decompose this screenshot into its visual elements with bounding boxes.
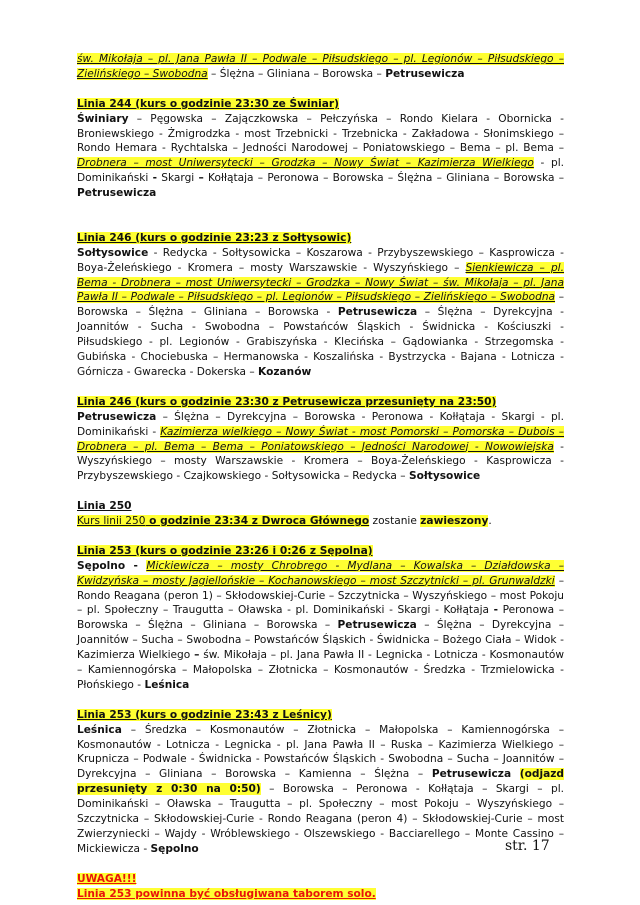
detour-highlight: Sienkiewicza – pl. Bema - Drobnera – most Uniwersytecki – Grodzka – Nowy Świat – św. Mikołaja – pl. Jana Pawła II – Podwale – Piłsudskiego – pl. Legionów – Piłsudskiego – Zielińskiego – Swobodna <box>77 261 564 304</box>
route-paragraph: Sępolno - Mickiewicza – mosty Chrobrego - Mydlana – Kowalska – Działdowska – Kwidzyńska – mosty Jagiellońskie – Kochanowskiego – most Szczytnicki – pl. Grunwaldzki – Rondo Reagana (peron 1) – Skłodowskiej-Curie – Szczytnicka – Wyszyńskiego – most Pokoju – pl. Społeczny – Traugutta – Oławska - pl. Dominikański - Skargi - Kołłątaja - Peronowa – Borowska – Ślężna – Gliniana – Borowska – Petrusewicza – Ślężna – Dyrekcyjna – Joannitów – Sucha – Swobodna – Powstańców Śląskich - Świdnicka – Bożego Ciała – Widok - Kazimierza Wielkiego – św. Mikołaja – pl. Jana Pawła II - Legnicka - Lotnicza - Kosmonautów – Kamiennogórska – Małopolska – Złotnicka – Kosmonautów - Średzka - Trzmielowicka - Płońskiego - Leśnica <box>77 559 565 691</box>
warning-text: Linia 253 powinna być obsługiwana taborem solo. <box>77 887 376 900</box>
time-change-highlight: (odjazd przesunięty z 0:30 na 0:50) <box>77 768 564 796</box>
detour-highlight: Drobnera – most Uniwersytecki – Grodzka – Nowy Świat – Kazimierza Wielkiego <box>77 157 534 170</box>
detour-highlight: Mickiewicza – mosty Chrobrego - Mydlana – Kowalska – Działdowska – Kwidzyńska – mosty Jagiellońskie – Kochanowskiego – most Szczytnicki – pl. Grunwaldzki <box>77 559 564 587</box>
detour-highlight: św. Mikołaja – pl. Jana Pawła II – Podwale – Piłsudskiego – pl. Legionów – Piłsudskiego – Zielińskiego – Swobodna <box>77 53 564 80</box>
detour-highlight: Kazimierza wielkiego – Nowy Świat - most Pomorski – Pomorska – Dubois – Drobnera – pl. Bema – Bema – Poniatowskiego – Jedności Narodowej - Nowowiejska <box>77 425 564 453</box>
page-number: str. 17 <box>505 838 550 854</box>
warning-title: UWAGA!!! <box>77 872 137 885</box>
route-paragraph: Leśnica – Średzka – Kosmonautów – Złotnicka – Małopolska – Kamiennogórska – Kosmonautów - Lotnicza - Legnicka - pl. Jana Pawła II – Ruska – Kazimierza Wielkiego – Krupnicza – Podwale - Świdnicka - Powstańców Śląskich - Swobodna – Sucha – Joannitów – Dyrekcyjna – Gliniana – Borowska – Kamienna – Ślężna – Petrusewicza (odjazd przesunięty z 0:30 na 0:50) – Borowska – Peronowa - Kołłątaja – Skargi – pl. Dominikański – Oławska – Traugutta – pl. Społeczny – most Pokoju – Wyszyńskiego – Szczytnicka – Skłodowskiej-Curie - Rondo Reagana (peron 4) – Skłodowskiej-Curie – most Zwierzyniecki – Wajdy - Wróblewskiego - Olszewskiego - Bacciarellego – Monte Cassino – Mickiewicza - Sępolno <box>77 723 565 855</box>
section-title: Linia 253 (kurs o godzinie 23:26 i 0:26 z Sępolna) <box>77 544 373 557</box>
continuation-paragraph: św. Mikołaja – pl. Jana Pawła II – Podwale – Piłsudskiego – pl. Legionów – Piłsudskiego – Zielińskiego – Swobodna – Ślężna – Gliniana – Borowska – Petrusewicza <box>77 53 564 80</box>
route-paragraph: Świniary – Pęgowska – Zajączkowska – Pełczyńska – Rondo Kielara - Obornicka - Broniewskiego - Żmigrodzka - most Trzebnicki - Trzebnicka - Zakładowa - Słonimskiego – Rondo Hemara - Rychtalska – Jedności Narodowej – Poniatowskiego – Bema – pl. Bema – Drobnera – most Uniwersytecki – Grodzka – Nowy Świat – Kazimierza Wielkiego - pl. Dominikański - Skargi – Kołłątaja – Peronowa – Borowska – Ślężna – Gliniana – Borowska – Petrusewicza <box>77 112 565 200</box>
route-paragraph: Petrusewicza – Ślężna – Dyrekcyjna – Borowska - Peronowa - Kołłątaja - Skargi - pl. Dominikański - Kazimierza wielkiego – Nowy Świat - most Pomorski – Pomorska – Dubois – Drobnera – pl. Bema – Bema – Poniatowskiego – Jedności Narodowej - Nowowiejska - Wyszyńskiego – mosty Warszawskie - Kromera – Boya-Żeleńskiego - Kasprowicza - Przybyszewskiego - Czajkowskiego - Sołtysowicka – Redycka – Sołtysowice <box>77 410 564 483</box>
document-body <box>77 52 564 902</box>
section-title: Linia 246 (kurs o godzinie 23:30 z Petrusewicza przesunięty na 23:50) <box>77 395 497 408</box>
section-title: Linia 253 (kurs o godzinie 23:43 z Leśnicy) <box>77 708 332 721</box>
notice-paragraph: Kurs linii 250 o godzinie 23:34 z Dwroca Głównego zostanie zawieszony. <box>77 515 492 528</box>
section-title: Linia 244 (kurs o godzinie 23:30 ze Świniar) <box>77 97 339 110</box>
section-title: Linia 246 (kurs o godzinie 23:23 z Sołtysowic) <box>77 231 352 244</box>
route-paragraph: Sołtysowice - Redycka - Sołtysowicka – Koszarowa - Przybyszewskiego – Kasprowicza - Boya-Żeleńskiego - Kromera – mosty Warszawskie - Wyszyńskiego – Sienkiewicza – pl. Bema - Drobnera – most Uniwersytecki – Grodzka – Nowy Świat – św. Mikołaja – pl. Jana Pawła II – Podwale – Piłsudskiego – pl. Legionów – Piłsudskiego – Zielińskiego – Swobodna – Borowska – Ślężna – Gliniana – Borowska - Petrusewicza – Ślężna – Dyrekcyjna - Joannitów - Sucha - Swobodna – Powstańców Śląskich - Świdnicka - Kościuszki - Piłsudskiego - pl. Legionów - Grabiszyńska - Klecińska – Gądowianka - Strzegomska - Gubińska - Chociebuska – Hermanowska - Koszalińska - Bystrzycka - Bajana - Lotnicza - Górnicza - Gwarecka - Dokerska – Kozanów <box>77 246 565 378</box>
section-title: Linia 250 <box>77 500 132 513</box>
